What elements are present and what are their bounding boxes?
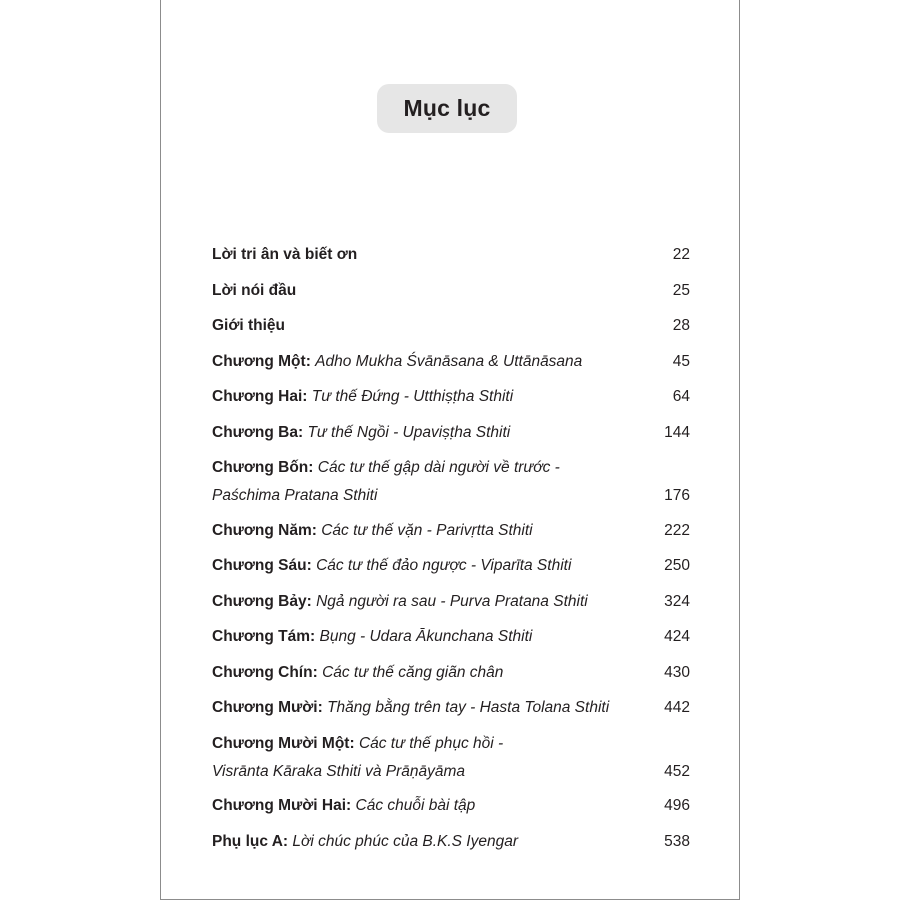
toc-entry-page: 452 xyxy=(664,763,690,780)
toc-entry-page: 324 xyxy=(664,593,690,610)
toc-entry-label: Chương Hai: xyxy=(212,388,308,405)
toc-entry xyxy=(212,246,690,264)
toc-entry-subtitle: Các tư thế vặn - Parivṛtta Sthiti xyxy=(321,522,533,539)
toc-entry-page: 28 xyxy=(672,317,690,334)
toc-entry-label: Chương Bốn: xyxy=(212,459,314,476)
toc-entry xyxy=(212,317,690,335)
page-title-text: Mục lục xyxy=(403,95,491,121)
toc-entry xyxy=(212,797,690,815)
toc-entry-subtitle: Adho Mukha Śvānāsana & Uttānāsana xyxy=(315,353,583,370)
toc-entry xyxy=(212,282,690,300)
toc-entry-page: 424 xyxy=(664,628,690,645)
toc-entry-page: 538 xyxy=(664,833,690,850)
toc-entry-label: Chương Mười Một: xyxy=(212,735,355,752)
toc-entry-subtitle: Các tư thế phục hồi - xyxy=(358,735,504,752)
toc-entry-label: Chương Chín: xyxy=(212,664,318,681)
toc-entry xyxy=(212,459,690,505)
toc-entry-page: 144 xyxy=(664,424,690,441)
toc-entry-subtitle: Các chuỗi bài tập xyxy=(355,797,476,814)
toc-entry-subtitle: Lời chúc phúc của B.K.S Iyengar xyxy=(292,833,519,850)
toc-entry-page: 442 xyxy=(664,699,690,716)
toc-entry xyxy=(212,388,690,406)
page-title xyxy=(377,84,517,133)
toc-entry xyxy=(212,353,690,371)
toc-entry-label: Chương Sáu: xyxy=(212,557,312,574)
toc-entry-subtitle: Bụng - Udara Ākunchana Sthiti xyxy=(319,628,533,645)
toc-entry-subtitle: Các tư thế đảo ngược - Viparīta Sthiti xyxy=(316,557,572,574)
toc-entry-label: Chương Ba: xyxy=(212,424,304,441)
toc-entry-subtitle: Thăng bằng trên tay - Hasta Tolana Sthiti xyxy=(327,699,610,716)
toc-entry-label: Chương Năm: xyxy=(212,522,317,539)
toc-entry-page: 45 xyxy=(672,353,690,370)
toc-entry-page: 25 xyxy=(672,282,690,299)
toc-entry xyxy=(212,522,690,540)
toc-entry-subtitle: Tư thế Đứng - Utthiṣṭha Sthiti xyxy=(311,388,514,405)
toc-entry-page: 64 xyxy=(672,388,690,405)
toc-entry xyxy=(212,699,690,717)
toc-entry xyxy=(212,735,690,781)
toc-entry xyxy=(212,424,690,442)
toc-entry-subtitle: Các tư thế căng giãn chân xyxy=(322,664,504,681)
toc-entry-subtitle: Ngả người ra sau - Purva Pratana Sthiti xyxy=(316,593,588,610)
toc-entry-label: Chương Mười Hai: xyxy=(212,797,352,814)
toc-entry-page: 22 xyxy=(672,246,690,263)
toc-entry xyxy=(212,593,690,611)
toc-entry-label: Giới thiệu xyxy=(212,317,286,334)
toc-entry-label: Phụ lục A: xyxy=(212,833,289,850)
toc-entry xyxy=(212,833,690,851)
toc-entry-label: Chương Bảy: xyxy=(212,593,312,610)
toc-entry xyxy=(212,664,690,682)
toc-entry xyxy=(212,628,690,646)
toc-entry-page: 496 xyxy=(664,797,690,814)
toc-entry-subtitle-continued: Paśchima Pratana Sthiti xyxy=(212,487,378,504)
toc-entry-page: 176 xyxy=(664,487,690,504)
toc-entry-page: 430 xyxy=(664,664,690,681)
toc-entry-subtitle: Các tư thế gập dài người về trước - xyxy=(317,459,560,476)
toc-entry-label: Lời nói đầu xyxy=(212,282,297,299)
toc-entry-label: Lời tri ân và biết ơn xyxy=(212,246,358,263)
toc-entry-label: Chương Tám: xyxy=(212,628,316,645)
toc-entry-subtitle: Tư thế Ngồi - Upaviṣṭha Sthiti xyxy=(307,424,511,441)
toc-entry-page: 222 xyxy=(664,522,690,539)
toc-entry-subtitle-continued: Visrānta Kāraka Sthiti và Prāṇāyāma xyxy=(212,763,466,780)
toc-entry-label: Chương Mười: xyxy=(212,699,323,716)
toc-entry-label: Chương Một: xyxy=(212,353,311,370)
toc-entry-page: 250 xyxy=(664,557,690,574)
toc-entry xyxy=(212,557,690,575)
